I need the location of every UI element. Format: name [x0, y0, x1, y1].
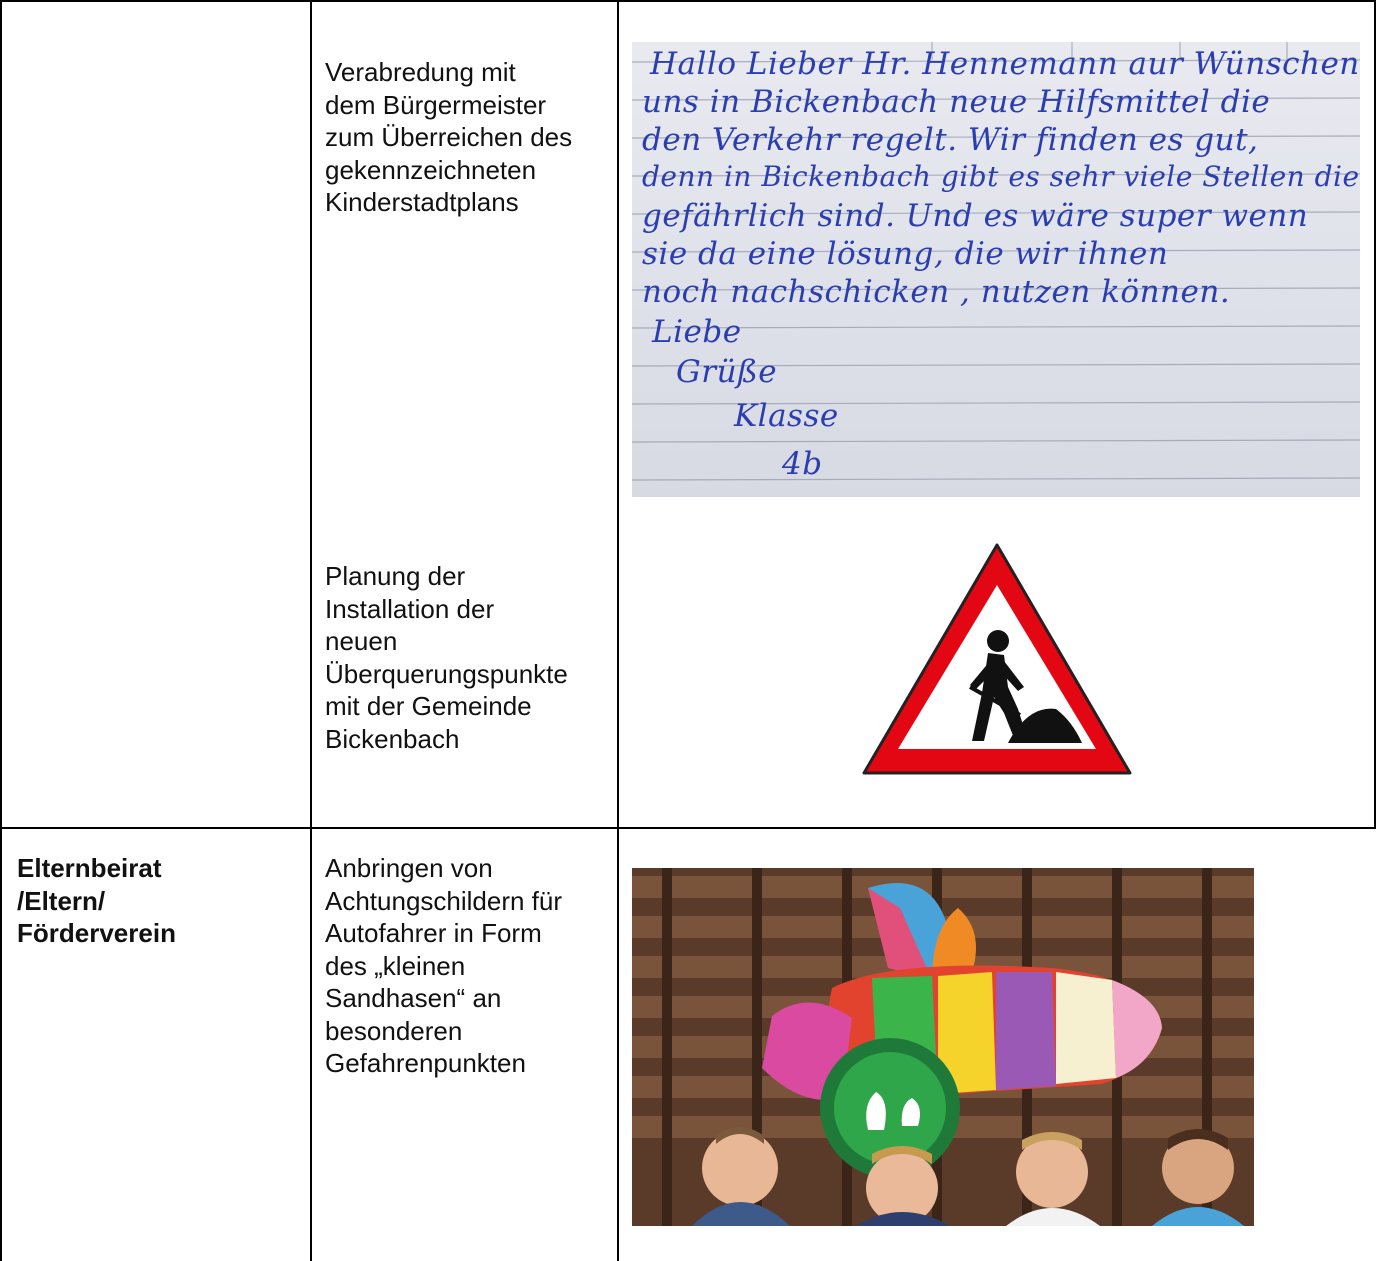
text-line: Installation der	[325, 593, 495, 624]
text-line: neuen	[325, 626, 398, 656]
handwritten-letter-image	[632, 42, 1360, 497]
text-line: Planung der	[325, 561, 466, 591]
letter-line: Liebe	[652, 314, 742, 350]
text-line: besonderen	[325, 1015, 463, 1046]
letter-line: gefährlich sind. Und es wäre super wenn	[642, 198, 1309, 234]
text-line: Bickenbach	[325, 723, 460, 754]
text-line: Anbringen von	[325, 853, 493, 883]
table-border-top	[0, 0, 1376, 2]
text-line: /Eltern/	[17, 885, 106, 916]
text-line: Elternbeirat	[17, 853, 162, 883]
row1-middle-text-1	[325, 56, 572, 219]
text-line: Überquerungspunkte	[325, 658, 568, 689]
text-line: gekennzeichneten	[325, 154, 537, 185]
text-line: Sandhasen“ an	[325, 983, 502, 1013]
letter-line: noch nachschicken , nutzen können.	[642, 274, 1231, 310]
letter-line: sie da eine lösung, die wir ihnen	[642, 236, 1169, 272]
letter-line: Klasse	[734, 398, 839, 434]
text-line: mit der Gemeinde	[325, 691, 532, 721]
letter-line: den Verkehr regelt. Wir finden es gut,	[642, 122, 1259, 158]
row2-middle-text	[325, 852, 562, 1080]
letter-line: Grüße	[676, 354, 778, 390]
row1-middle-text-2	[325, 560, 568, 755]
text-line: zum Überreichen des	[325, 122, 573, 152]
letter-line: denn in Bickenbach gibt es sehr viele Stellen die	[642, 160, 1360, 193]
row2-left-text	[17, 852, 176, 950]
table-border-col1	[310, 0, 312, 1261]
table-border-row	[0, 827, 1376, 829]
letter-line: Hallo Lieber Hr. Hennemann aur Wünschen	[650, 46, 1360, 82]
text-line: Gefahrenpunkten	[325, 1048, 526, 1078]
text-line: Förderverein	[17, 918, 176, 948]
roadworks-warning-sign-icon	[858, 537, 1136, 781]
handwriting	[632, 42, 1360, 497]
table-border-left	[0, 0, 2, 1261]
table-border-col2	[617, 0, 619, 1261]
letter-line: uns in Bickenbach neue Hilfsmittel die	[642, 84, 1271, 120]
text-line: Kinderstadtplans	[325, 187, 519, 217]
text-line: Verabredung mit	[325, 57, 516, 87]
text-line: des „kleinen	[325, 950, 466, 981]
letter-line: 4b	[782, 446, 823, 482]
text-line: Achtungschildern für	[325, 885, 563, 916]
text-line: dem Bürgermeister	[325, 89, 547, 120]
sandhase-photo-image	[632, 868, 1254, 1226]
text-line: Autofahrer in Form	[325, 918, 542, 948]
